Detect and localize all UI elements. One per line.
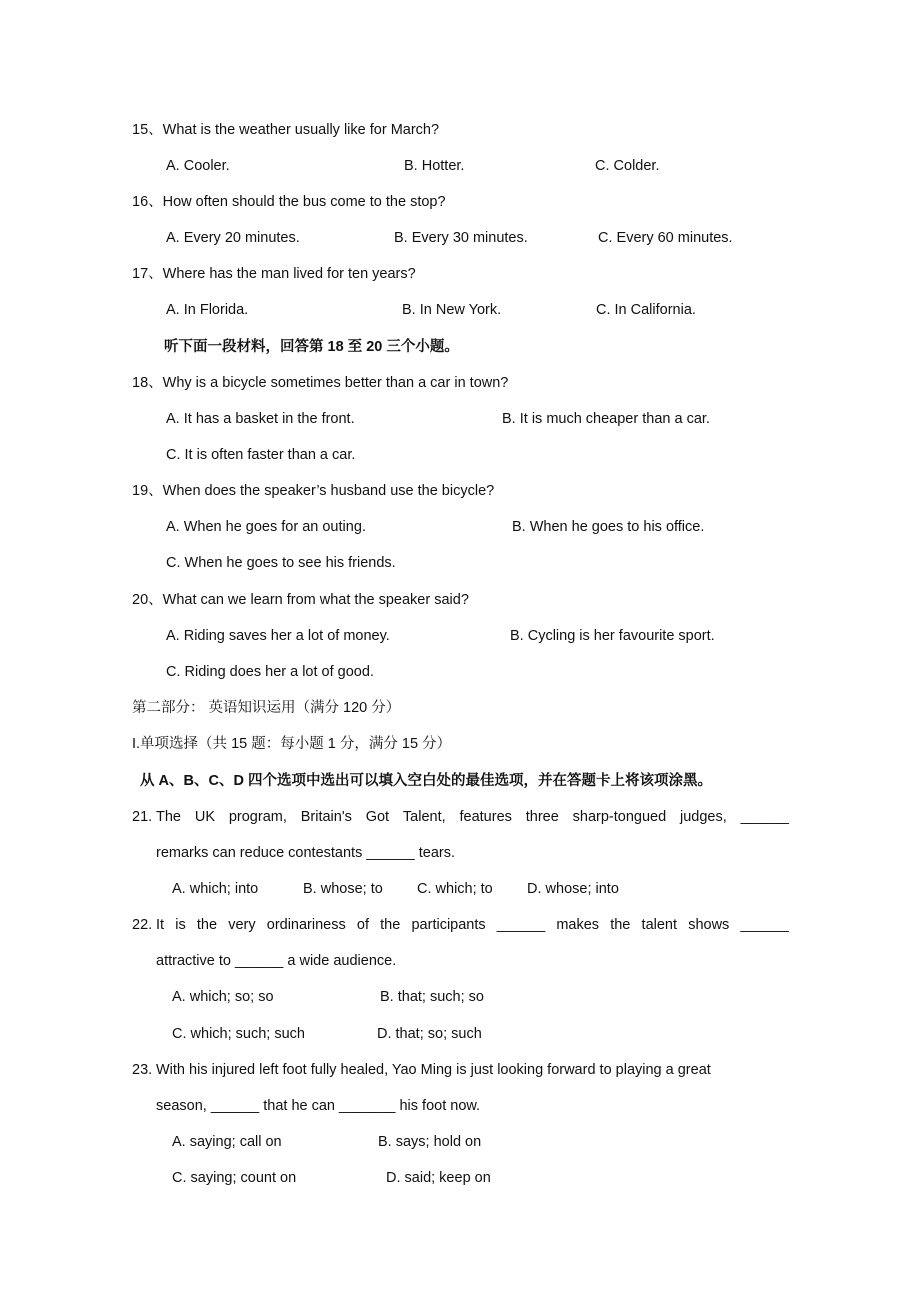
word: Got bbox=[365, 809, 390, 825]
question-16: 16、How often should the bus come to the stop? bbox=[132, 194, 446, 210]
q20-option-b: B. Cycling is her favourite sport. bbox=[510, 628, 715, 644]
q22-line2: attractive to ______ a wide audience. bbox=[156, 953, 397, 969]
q21-line1 bbox=[156, 807, 789, 827]
q22-number: 22. bbox=[132, 917, 153, 933]
q21-number: 21. bbox=[132, 809, 153, 825]
q17-option-b: B. In New York. bbox=[402, 302, 502, 318]
q23-line2: season, ______ that he can _______ his foot now. bbox=[156, 1098, 481, 1114]
word: The bbox=[156, 809, 181, 825]
word: very bbox=[228, 917, 256, 933]
word: the bbox=[196, 917, 218, 933]
q20-option-c: C. Riding does her a lot of good. bbox=[166, 664, 374, 680]
q23-option-c: C. saying; count on bbox=[172, 1170, 297, 1186]
word: three bbox=[525, 809, 559, 825]
word: Britain's bbox=[300, 809, 352, 825]
word: of bbox=[356, 917, 369, 933]
q22-option-b: B. that; such; so bbox=[380, 989, 484, 1005]
word: Talent, bbox=[402, 809, 446, 825]
q20-option-a: A. Riding saves her a lot of money. bbox=[166, 628, 390, 644]
q16-option-c: C. Every 60 minutes. bbox=[598, 230, 733, 246]
word: the bbox=[610, 917, 631, 933]
word: ordinariness bbox=[266, 917, 346, 933]
word: judges, bbox=[680, 809, 727, 825]
word: talent bbox=[641, 917, 678, 933]
q17-option-c: C. In California. bbox=[596, 302, 696, 318]
q21-option-b: B. whose; to bbox=[303, 881, 383, 897]
q18-option-c: C. It is often faster than a car. bbox=[166, 447, 356, 463]
q15-option-b: B. Hotter. bbox=[404, 158, 465, 174]
q18-option-b: B. It is much cheaper than a car. bbox=[502, 411, 710, 427]
word: makes bbox=[556, 917, 600, 933]
section1-title: I.单项选择（共 15 题：每小题 1 分，满分 15 分） bbox=[132, 736, 452, 752]
q15-option-a: A. Cooler. bbox=[166, 158, 230, 174]
blank: ______ bbox=[740, 917, 789, 933]
word: sharp-tongued bbox=[572, 809, 667, 825]
q18-option-a: A. It has a basket in the front. bbox=[166, 411, 355, 427]
word: shows bbox=[688, 917, 730, 933]
q23-option-d: D. said; keep on bbox=[386, 1170, 491, 1186]
q15-option-c: C. Colder. bbox=[595, 158, 660, 174]
q22-option-a: A. which; so; so bbox=[172, 989, 274, 1005]
word: features bbox=[459, 809, 512, 825]
question-19: 19、When does the speaker’s husband use the bicycle? bbox=[132, 483, 495, 499]
blank: ______ bbox=[740, 809, 789, 825]
word: is bbox=[175, 917, 186, 933]
word: It bbox=[156, 917, 165, 933]
q23-option-a: A. saying; call on bbox=[172, 1134, 282, 1150]
q22-option-d: D. that; so; such bbox=[377, 1026, 482, 1042]
question-20: 20、What can we learn from what the speaker said? bbox=[132, 592, 469, 608]
instruction-18-20: 听下面一段材料，回答第 18 至 20 三个小题。 bbox=[164, 339, 459, 355]
question-18: 18、Why is a bicycle sometimes better than a car in town? bbox=[132, 375, 509, 391]
q19-option-c: C. When he goes to see his friends. bbox=[166, 555, 396, 571]
question-17: 17、Where has the man lived for ten years? bbox=[132, 266, 416, 282]
word: the bbox=[380, 917, 401, 933]
section1-instruction: 从 A、B、C、D 四个选项中选出可以填入空白处的最佳选项，并在答题卡上将该项涂黑。 bbox=[140, 773, 712, 789]
q19-option-a: A. When he goes for an outing. bbox=[166, 519, 366, 535]
blank: ______ bbox=[496, 917, 546, 933]
q16-option-b: B. Every 30 minutes. bbox=[394, 230, 528, 246]
q21-option-c: C. which; to bbox=[417, 881, 493, 897]
part2-title: 第二部分： 英语知识运用（满分 120 分） bbox=[132, 700, 401, 716]
q16-option-a: A. Every 20 minutes. bbox=[166, 230, 300, 246]
q23-number: 23. bbox=[132, 1062, 153, 1078]
word: UK bbox=[194, 809, 215, 825]
q19-option-b: B. When he goes to his office. bbox=[512, 519, 705, 535]
q23-option-b: B. says; hold on bbox=[378, 1134, 482, 1150]
q23-line1: With his injured left foot fully healed, Yao Ming is just looking forward to playing a great bbox=[156, 1062, 711, 1078]
word: program, bbox=[228, 809, 287, 825]
q21-line2: remarks can reduce contestants ______ tears. bbox=[156, 845, 456, 861]
q17-option-a: A. In Florida. bbox=[166, 302, 249, 318]
q21-option-d: D. whose; into bbox=[527, 881, 619, 897]
q22-option-c: C. which; such; such bbox=[172, 1026, 305, 1042]
q22-line1 bbox=[156, 915, 789, 935]
question-15: 15、What is the weather usually like for March? bbox=[132, 122, 440, 138]
word: participants bbox=[411, 917, 486, 933]
q21-option-a: A. which; into bbox=[172, 881, 259, 897]
